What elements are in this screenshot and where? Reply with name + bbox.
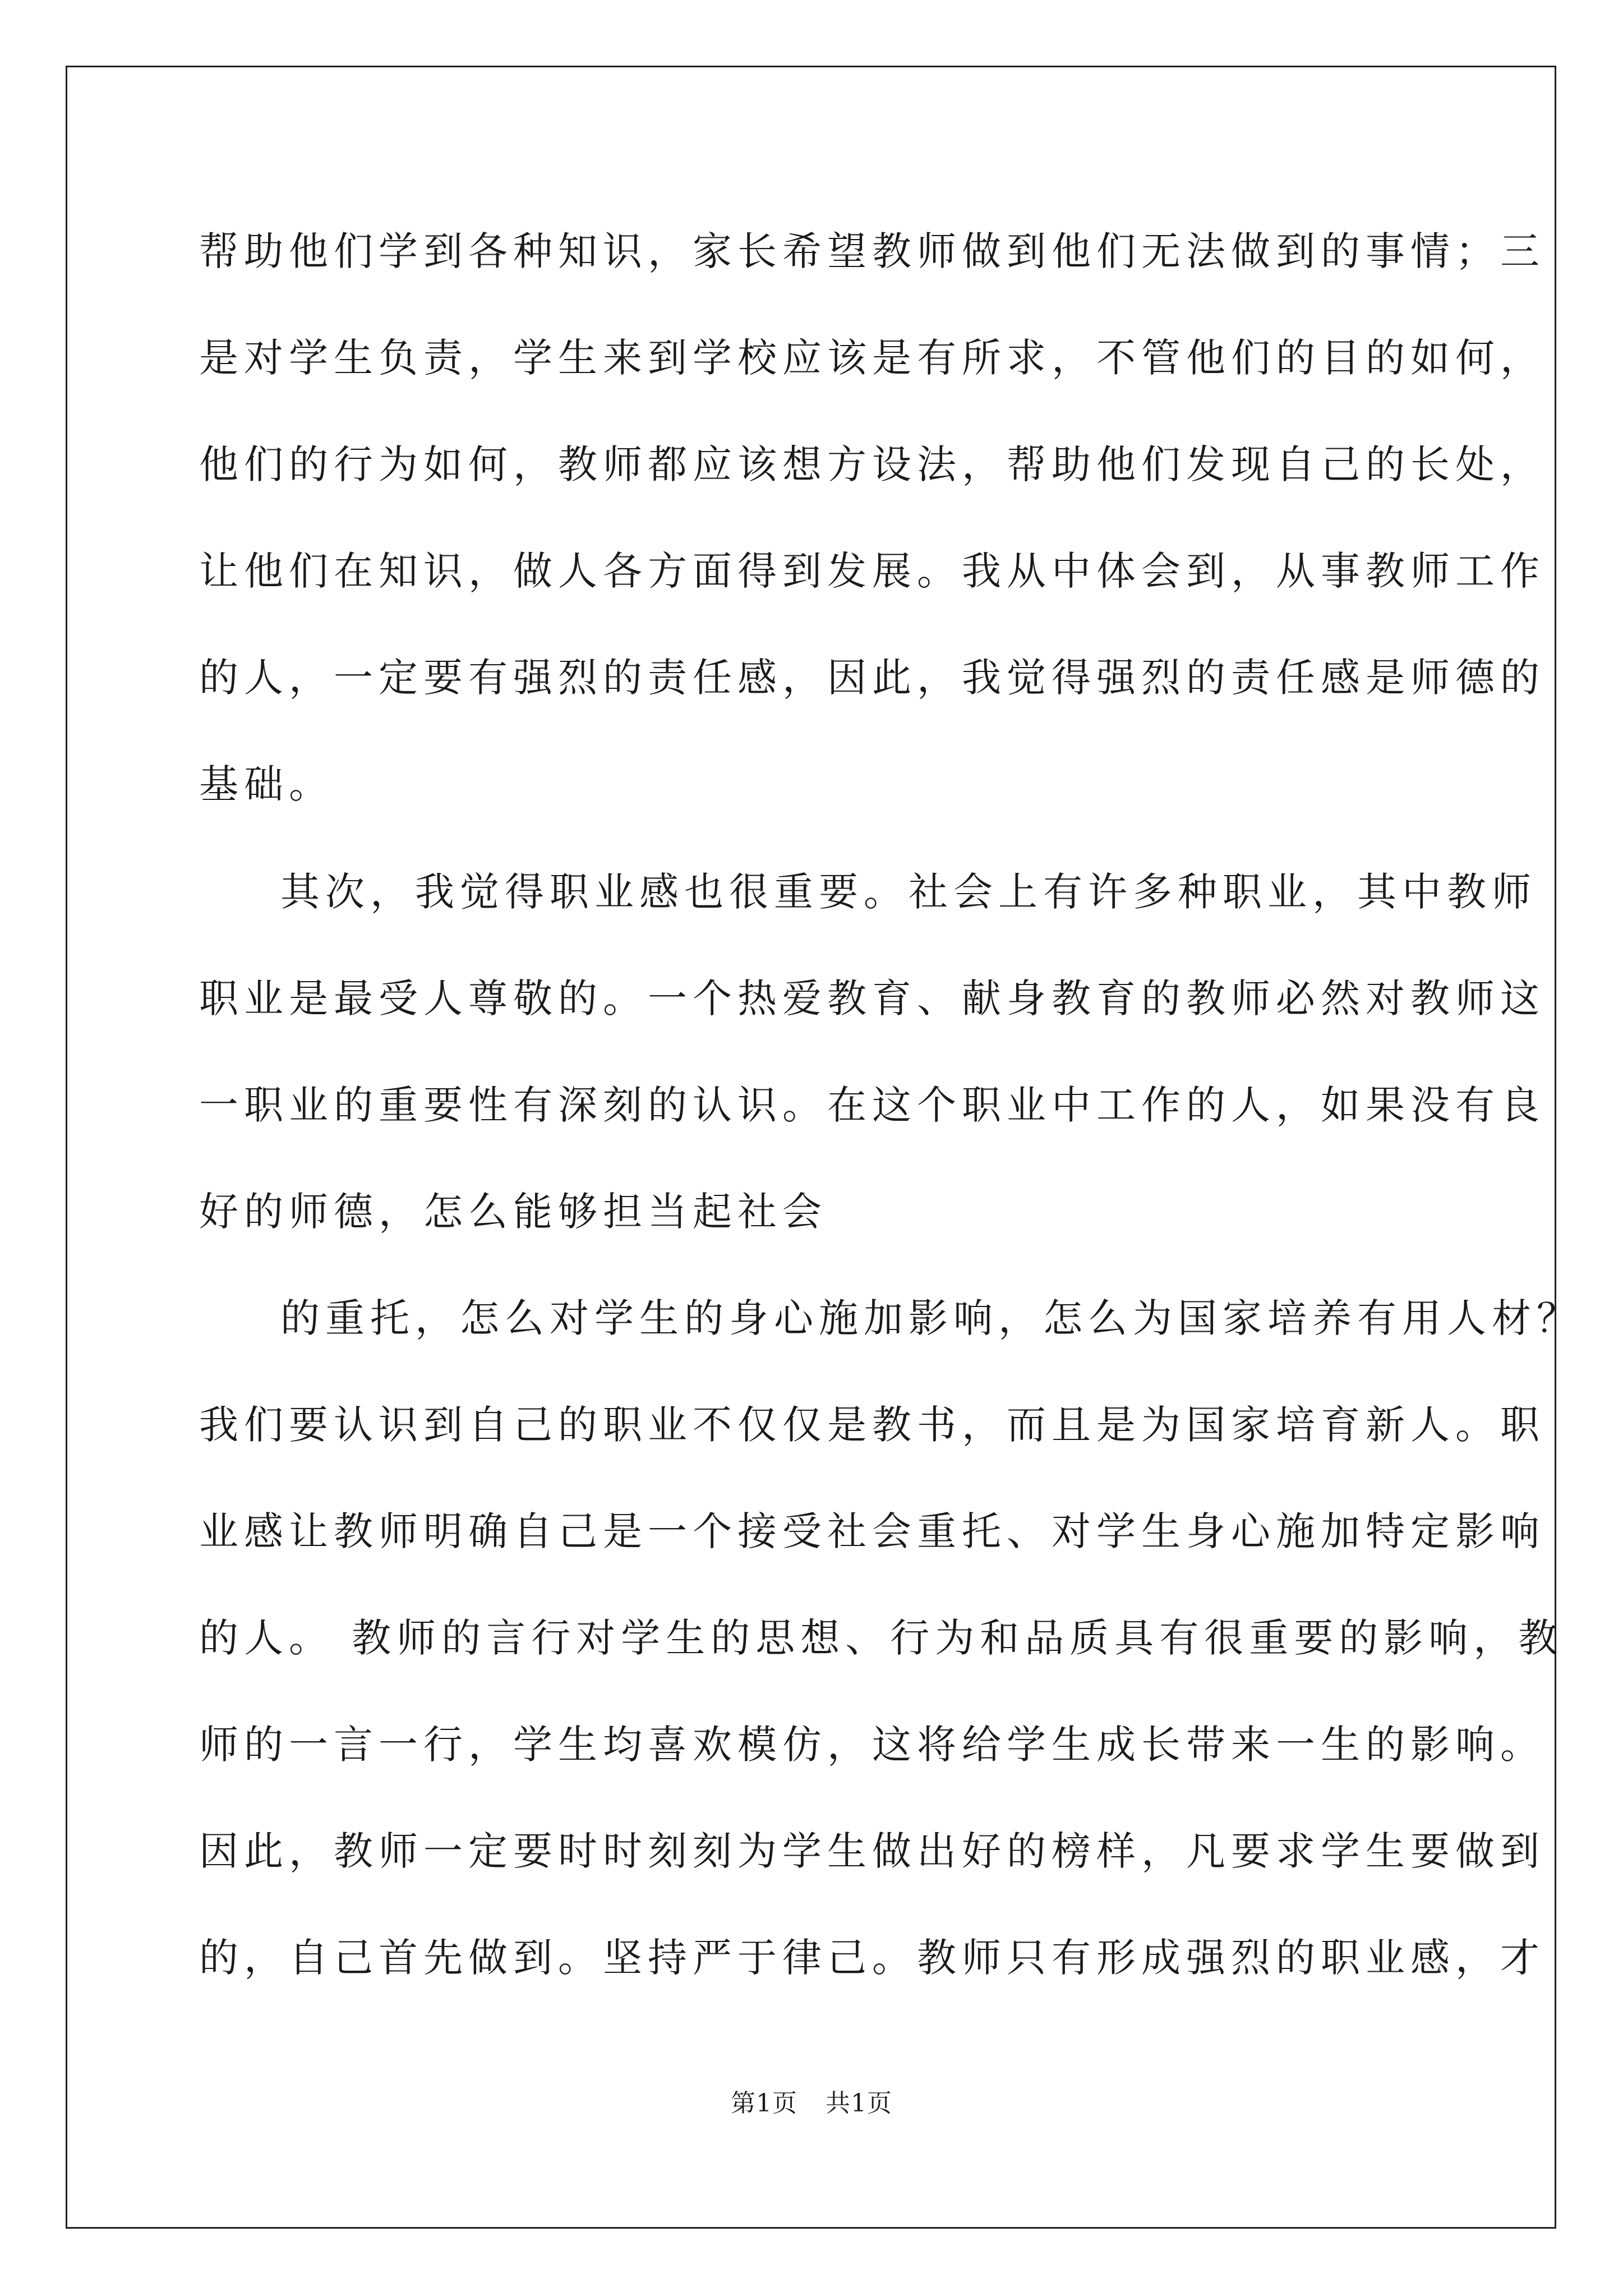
text-line: 其次，我觉得职业感也很重要。社会上有许多种职业，其中教师: [280, 869, 1537, 915]
text-line: 职业是最受人尊敬的。一个热爱教育、献身教育的教师必然对教师这: [199, 976, 1545, 1022]
text-line: 基础。: [199, 761, 334, 807]
text-line: 的，自己首先做到。坚持严于律己。教师只有形成强烈的职业感，才: [199, 1935, 1545, 1981]
page-footer: [0, 2091, 1623, 2116]
page-number: 第1页: [731, 2089, 797, 2118]
text-line: 好的师德，怎么能够担当起社会: [199, 1189, 827, 1235]
page-total: 共1页: [826, 2089, 892, 2118]
text-line: 因此，教师一定要时时刻刻为学生做出好的榜样，凡要求学生要做到: [199, 1828, 1545, 1874]
text-line: 的重托，怎么对学生的身心施加影响，怎么为国家培养有用人材？: [280, 1295, 1581, 1341]
text-line: 师的一言一行，学生均喜欢模仿，这将给学生成长带来一生的影响。: [199, 1722, 1545, 1768]
text-line: 的人，一定要有强烈的责任感，因此，我觉得强烈的责任感是师德的: [199, 655, 1545, 701]
text-line: 业感让教师明确自己是一个接受社会重托、对学生身心施加特定影响: [199, 1508, 1545, 1554]
text-line: 的人。 教师的言行对学生的思想、行为和品质具有很重要的影响，教: [199, 1615, 1564, 1661]
text-line: 帮助他们学到各种知识，家长希望教师做到他们无法做到的事情；三: [199, 228, 1545, 274]
text-line: 他们的行为如何，教师都应该想方设法，帮助他们发现自己的长处，: [199, 441, 1545, 487]
text-line: 是对学生负责，学生来到学校应该是有所求，不管他们的目的如何，: [199, 335, 1545, 381]
text-line: 让他们在知识，做人各方面得到发展。我从中体会到，从事教师工作: [199, 548, 1545, 594]
text-line: 我们要认识到自己的职业不仅仅是教书，而且是为国家培育新人。职: [199, 1402, 1545, 1448]
page-border: [66, 66, 1581, 2229]
text-line: 一职业的重要性有深刻的认识。在这个职业中工作的人，如果没有良: [199, 1082, 1545, 1128]
